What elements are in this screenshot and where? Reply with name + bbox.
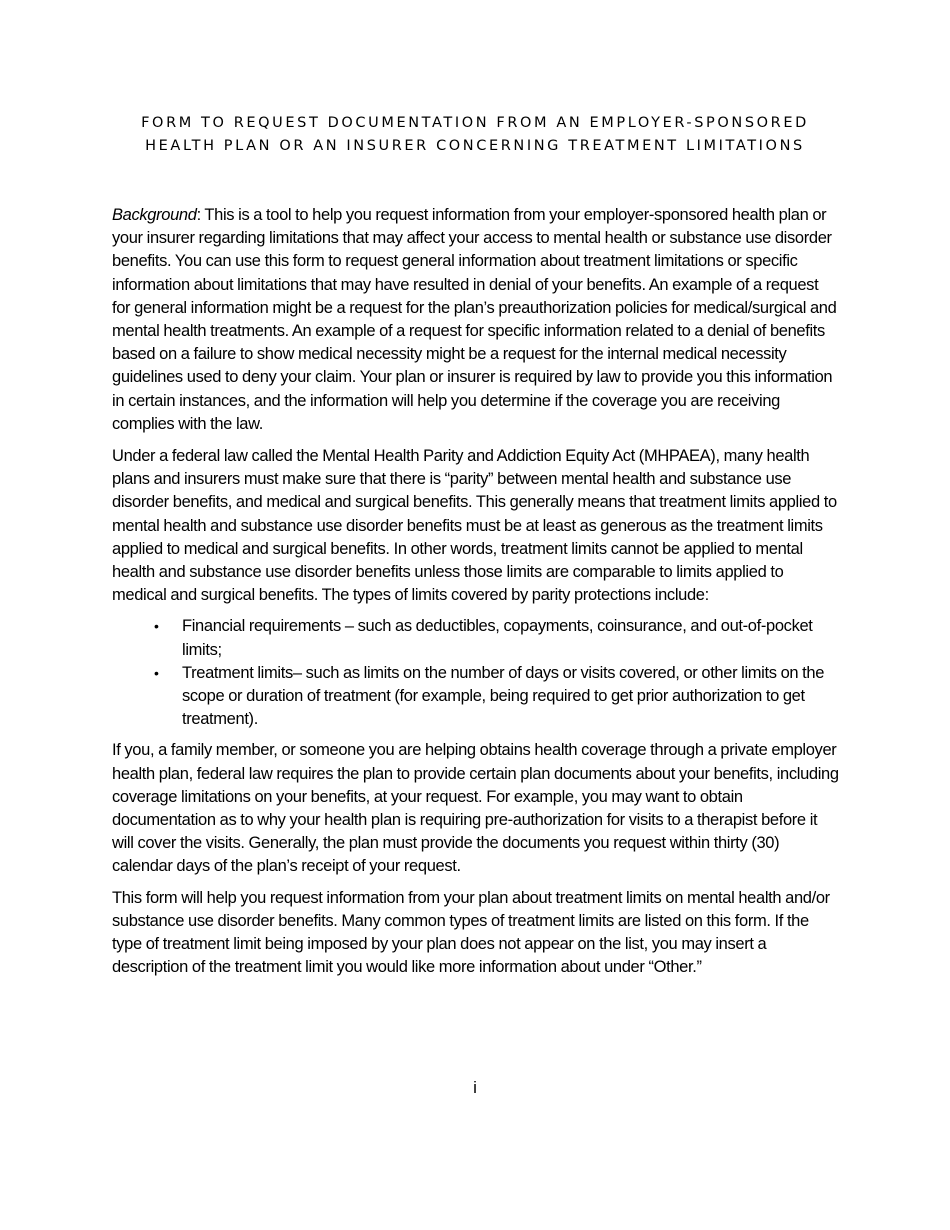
form-purpose-paragraph: This form will help you request information from your plan about treatment limits on mental health and/or substance use disorder benefits. Many common types of treatment limits are listed on this form. If the type of treatment limit being imposed by your plan does not appear on the list, you may insert a description of the treatment limit you would like more information about under “Other.” (112, 888, 830, 977)
form-title-line-2: HEALTH PLAN OR AN INSURER CONCERNING TREATMENT LIMITATIONS (145, 138, 805, 154)
form-title (90, 112, 860, 158)
background-label: Background (112, 206, 197, 224)
parity-limits-list (112, 615, 840, 731)
mhpaea-paragraph: Under a federal law called the Mental Health Parity and Addiction Equity Act (MHPAEA), many health plans and insurers must make sure that there is “parity” between mental health and substance use disorder benefits, and medical and surgical benefits. This generally means that treatment limits applied to mental health and substance use disorder benefits must be at least as generous as the treatment limits applied to medical and surgical benefits. In other words, treatment limits cannot be applied to mental health and substance use disorder benefits unless those limits are comparable to limits applied to medical and surgical benefits. The types of limits covered by parity protections include: (112, 447, 837, 605)
document-body (112, 204, 840, 988)
bullet-icon: • (154, 664, 159, 681)
plan-documents-paragraph: If you, a family member, or someone you are helping obtains health coverage through a private employer health plan, federal law requires the plan to provide certain plan documents about your benefits, including coverage limitations on your benefits, at your request. For example, you may want to obtain documentation as to why your health plan is requiring pre-authorization for visits to a therapist before it will cover the visits. Generally, the plan must provide the documents you request within thirty (30) calendar days of the plan’s receipt of your request. (112, 741, 839, 876)
form-title-line-1: FORM TO REQUEST DOCUMENTATION FROM AN EMPLOYER-SPONSORED (141, 115, 809, 131)
page-number: i (473, 1078, 477, 1097)
list-item-text: Financial requirements – such as deductibles, copayments, coinsurance, and out-of-pocket limits; (182, 617, 813, 659)
list-item-text: Treatment limits– such as limits on the number of days or visits covered, or other limits on the scope or duration of treatment (for example, being required to get prior authorization to get treatment). (182, 663, 825, 729)
list-item (154, 615, 840, 661)
background-paragraph (112, 204, 840, 436)
list-item (154, 662, 840, 732)
background-text: : This is a tool to help you request information from your employer-sponsored health plan or your insurer regarding limitations that may affect your access to mental health or substance use disorder benefits. You can use this form to request general information about treatment limitations or specific information about limitations that may have resulted in denial of your benefits. An example of a request for general information might be a request for the plan’s preauthorization policies for medical/surgical and mental health treatments. An example of a request for specific information related to a denial of benefits based on a failure to show medical necessity might be a request for the internal medical necessity guidelines used to deny your claim. Your plan or insurer is required by law to provide you this information in certain instances, and the information will help you determine if the coverage you are receiving complies with the law. (112, 206, 837, 433)
bullet-icon: • (154, 618, 159, 635)
